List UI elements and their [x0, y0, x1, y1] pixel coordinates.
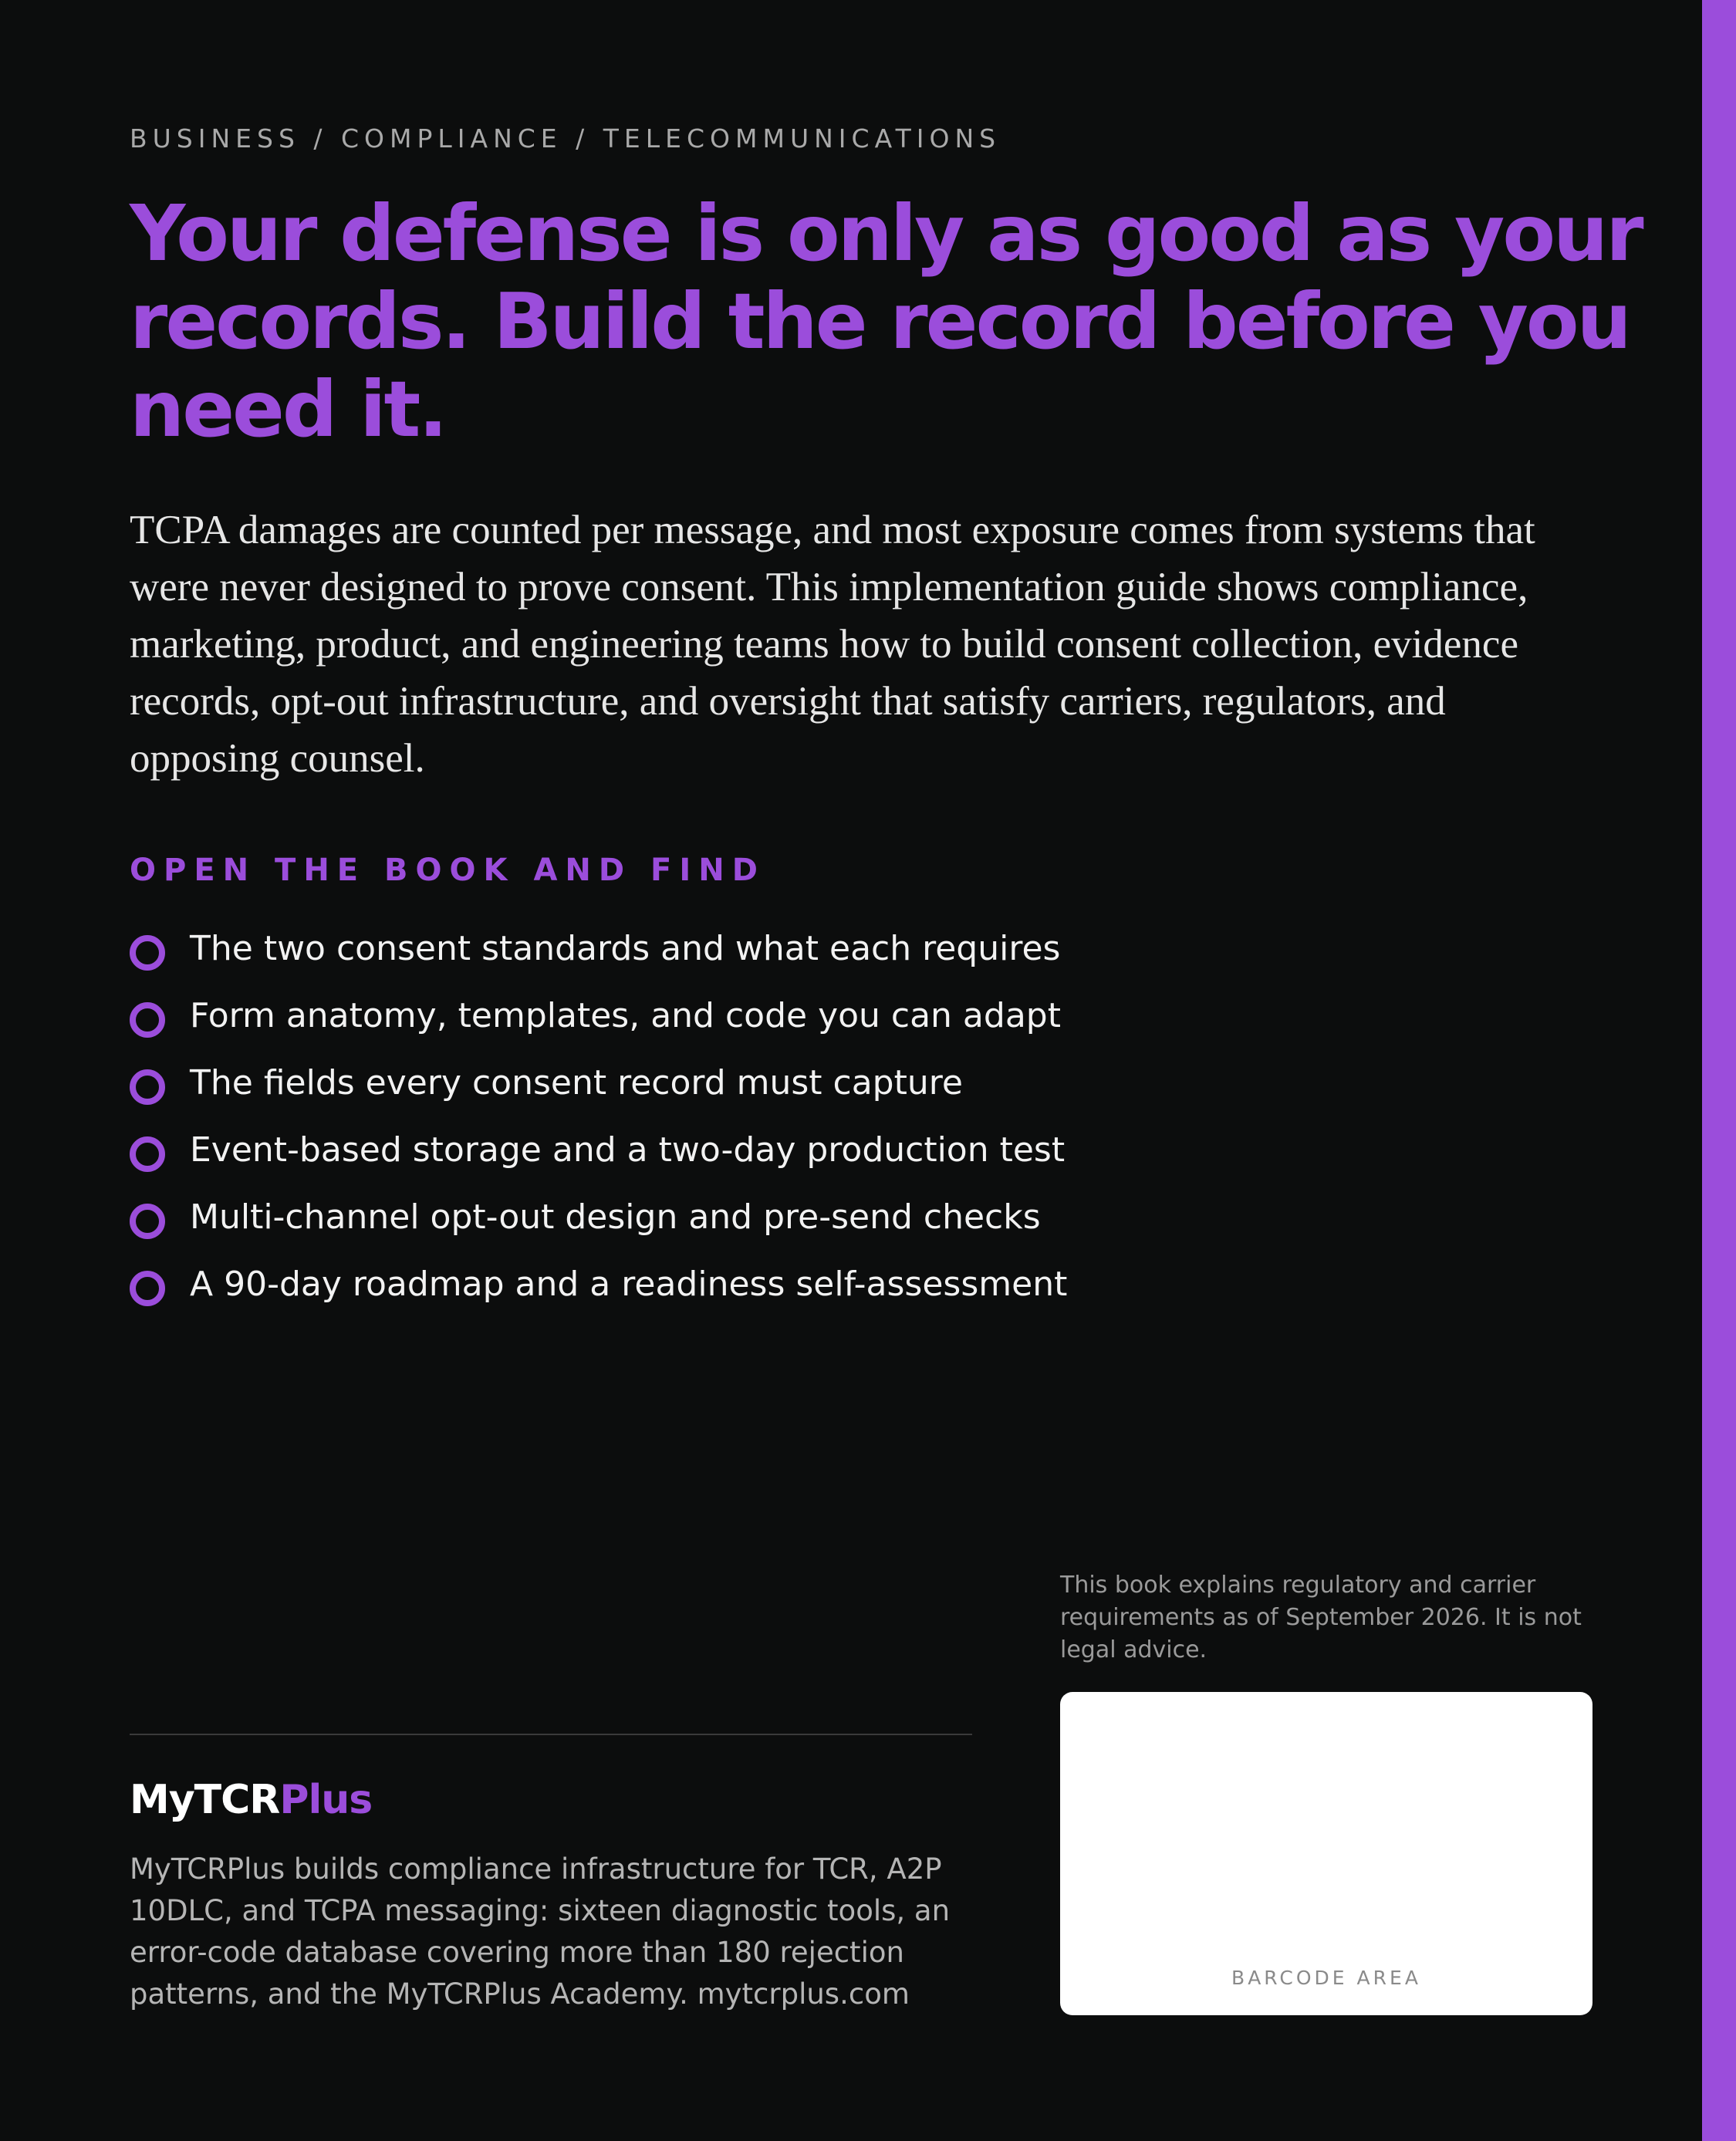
spine-accent-bar — [1702, 0, 1736, 2141]
brand-name-accent: Plus — [279, 1777, 373, 1823]
list-item — [130, 1119, 1067, 1187]
category-line: BUSINESS / COMPLIANCE / TELECOMMUNICATIONS — [130, 123, 1001, 154]
list-item-text: The two consent standards and what each requires — [190, 929, 1061, 968]
headline: Your defense is only as good as your records. Build the record before you need it. — [130, 188, 1642, 454]
list-item-text: Multi-channel opt-out design and pre-send checks — [190, 1197, 1041, 1237]
circle-bullet-icon — [130, 1136, 165, 1172]
publisher-logo — [130, 1777, 372, 1823]
circle-bullet-icon — [130, 935, 165, 971]
list-item — [130, 1187, 1067, 1254]
find-heading: OPEN THE BOOK AND FIND — [130, 853, 765, 888]
list-item — [130, 1254, 1067, 1321]
list-item — [130, 1052, 1067, 1119]
circle-bullet-icon — [130, 1271, 165, 1306]
find-list — [130, 918, 1067, 1321]
circle-bullet-icon — [130, 1002, 165, 1038]
divider — [130, 1734, 972, 1735]
list-item-text: A 90-day roadmap and a readiness self-assessment — [190, 1265, 1068, 1304]
barcode-area — [1060, 1692, 1592, 2015]
list-item-text: The fields every consent record must capture — [190, 1063, 963, 1103]
brand-name-main: MyTCR — [130, 1777, 280, 1823]
publisher-about: MyTCRPlus builds compliance infrastructure for TCR, A2P 10DLC, and TCPA messaging: sixteen diagnostic tools, an error-code database covering more than 180 rejection patterns, and the MyTCRPlus Academy. mytcrplus.com — [130, 1852, 951, 2011]
circle-bullet-icon — [130, 1069, 165, 1105]
list-item — [130, 985, 1067, 1052]
circle-bullet-icon — [130, 1204, 165, 1239]
legal-disclaimer: This book explains regulatory and carrier requirements as of September 2026. It is not legal advice. — [1060, 1572, 1582, 1663]
list-item-text: Form anatomy, templates, and code you can adapt — [190, 996, 1061, 1035]
list-item — [130, 918, 1067, 985]
list-item-text: Event-based storage and a two-day production test — [190, 1130, 1066, 1170]
book-description: TCPA damages are counted per message, and most exposure comes from systems that were never designed to prove consent. This implementation guide shows compliance, marketing, product, and engineering teams how to build consent collection, evidence records, opt-out infrastructure, and oversight that satisfy carriers, regulators, and opposing counsel. — [130, 508, 1535, 781]
barcode-label: BARCODE AREA — [1231, 1967, 1421, 1989]
